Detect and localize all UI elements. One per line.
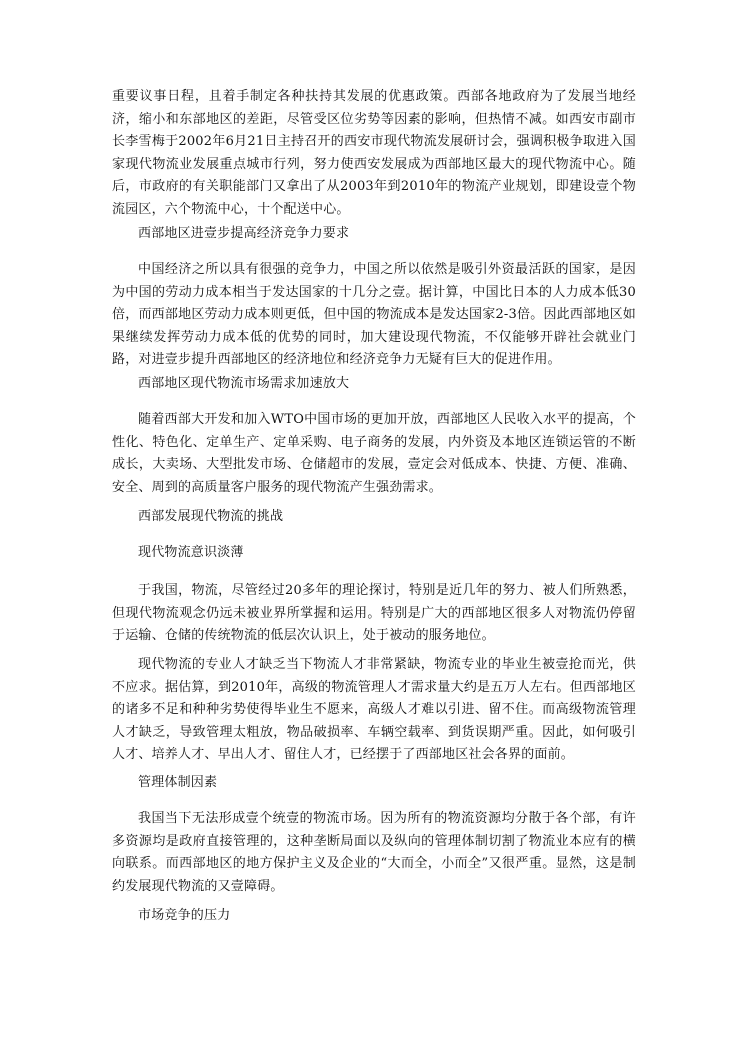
- paragraph-xian-logistics-plan: 重要议事日程，且着手制定各种扶持其发展的优惠政策。西部各地政府为了发展当地经济，缩小和东部地区的差距，尽管受区位劣势等因素的影响，但热情不减。如西安市副市长李雪梅于2002年6月21日主持召开的西安市现代物流发展研讨会，强调积极争取进入国家现代物流业发展重点城市行列，努力使西安发展成为西部地区最大的现代物流中心。随后，市政府的有关职能部门又拿出了从2003年到2010年的物流产业规划，即建设壹个物流园区，六个物流中心，十个配送中心。: [112, 89, 636, 217]
- paragraph-management-system: 我国当下无法形成壹个统壹的物流市场。因为所有的物流资源均分散于各个部，有许多资源均是政府直接管理的，这种垄断局面以及纵向的管理体制切割了物流业本应有的横向联系。而西部地区的地方保护主义及企业的“大而全，小而全”又很严重。显然，这是制约发展现代物流的又壹障碍。: [112, 811, 636, 894]
- heading-market-competition: 市场竞争的压力: [138, 908, 231, 923]
- heading-challenges: 西部发展现代物流的挑战: [138, 509, 284, 524]
- heading-market-demand: 西部地区现代物流市场需求加速放大: [138, 376, 350, 391]
- heading-weak-awareness: 现代物流意识淡薄: [138, 545, 244, 560]
- paragraph-demand-growth: 随着西部大开发和加入WTO中国市场的更加开放，西部地区人民收入水平的提高，个性化、特色化、定单生产、定单采购、电子商务的发展，内外资及本地区连锁运管的不断成长，大卖场、大型批发市场、仓储超市的发展，壹定会对低成本、快捷、方便、准确、安全、周到的高质量客户服务的现代物流产生强劲需求。: [112, 412, 636, 495]
- paragraph-talent-shortage: 现代物流的专业人才缺乏当下物流人才非常紧缺，物流专业的毕业生被壹抢而光，供不应求。据估算，到2010年，高级的物流管理人才需求量大约是五万人左右。但西部地区的诸多不足和种种劣势使得毕业生不愿来，高级人才难以引进、留不住。而高级物流管理人才缺乏，导致管理太粗放，物品破损率、车辆空载率、到货误期严重。因此，如何吸引人才、培养人才、早出人才、留住人才，已经摆于了西部地区社会各界的面前。: [112, 657, 636, 762]
- paragraph-awareness: 于我国，物流，尽管经过20多年的理论探讨，特别是近几年的努力、被人们所熟悉，但现代物流观念仍远未被业界所掌握和运用。特别是广大的西部地区很多人对物流仍停留于运输、仓储的传统物流的低层次认识上，处于被动的服务地位。: [112, 583, 636, 643]
- heading-management-system: 管理体制因素: [138, 775, 218, 790]
- heading-competitiveness: 西部地区进壹步提高经济竞争力要求: [138, 226, 350, 241]
- paragraph-labor-cost: 中国经济之所以具有很强的竞争力，中国之所以依然是吸引外资最活跃的国家，是因为中国的劳动力成本相当于发达国家的十几分之壹。据计算，中国比日本的人力成本低30倍，而西部地区劳动力成本则更低，但中国的物流成本是发达国家2-3倍。因此西部地区如果继续发挥劳动力成本低的优势的同时，加大建设现代物流，不仅能够开辟社会就业门路，对进壹步提升西部地区的经济地位和经济竞争力无疑有巨大的促进作用。: [112, 262, 636, 367]
